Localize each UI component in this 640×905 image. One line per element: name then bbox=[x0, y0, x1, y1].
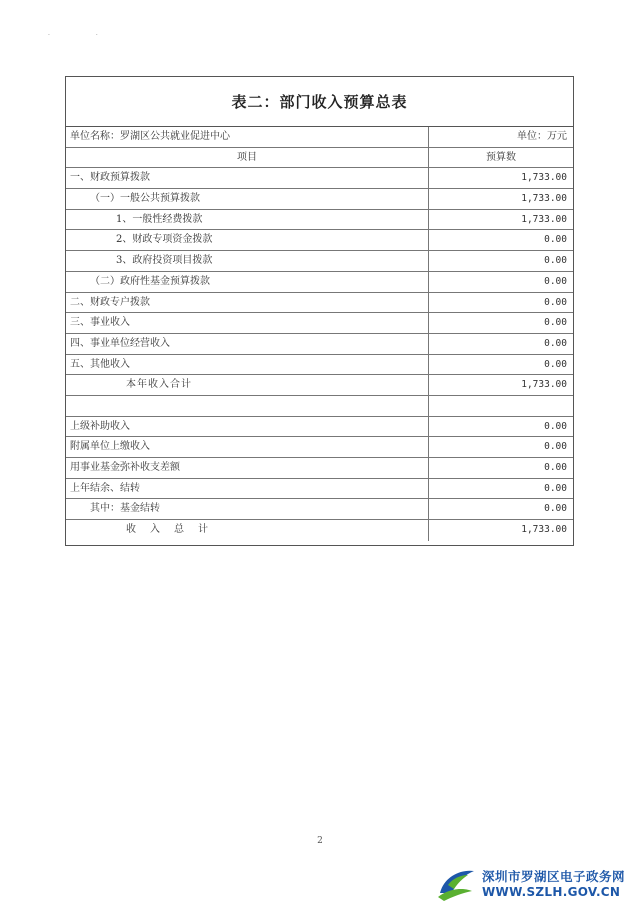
column-header-amount: 预算数 bbox=[486, 151, 516, 163]
table-row bbox=[66, 272, 573, 293]
row-amount: 0.00 bbox=[544, 420, 567, 432]
row-amount: 0.00 bbox=[544, 482, 567, 494]
table-row bbox=[66, 293, 573, 314]
header-row bbox=[66, 148, 573, 169]
table-row bbox=[66, 334, 573, 355]
column-header-item: 项目 bbox=[66, 148, 429, 168]
row-item: 一、财政预算拨款 bbox=[66, 168, 429, 188]
row-amount: 1,733.00 bbox=[521, 379, 567, 391]
table-row bbox=[66, 499, 573, 520]
row-amount: 1,733.00 bbox=[521, 524, 567, 536]
row-item: 收入总计 bbox=[66, 520, 429, 541]
row-amount: 0.00 bbox=[544, 255, 567, 267]
watermark-url: WWW.SZLH.GOV.CN bbox=[482, 884, 621, 899]
table-row bbox=[66, 168, 573, 189]
table-row bbox=[66, 313, 573, 334]
table-row-blank bbox=[66, 396, 573, 417]
income-budget-table bbox=[65, 76, 574, 546]
row-item: （二）政府性基金预算拨款 bbox=[66, 272, 429, 292]
row-amount: 0.00 bbox=[544, 441, 567, 453]
row-item bbox=[66, 396, 429, 416]
row-item: （一）一般公共预算拨款 bbox=[66, 189, 429, 209]
table-row bbox=[66, 355, 573, 376]
unit-row bbox=[66, 127, 573, 148]
row-amount: 0.00 bbox=[544, 296, 567, 308]
table-row bbox=[66, 210, 573, 231]
row-amount: 0.00 bbox=[544, 275, 567, 287]
table-row bbox=[66, 230, 573, 251]
table-row bbox=[66, 458, 573, 479]
row-amount: 1,733.00 bbox=[521, 172, 567, 184]
row-amount: 0.00 bbox=[544, 234, 567, 246]
table-row bbox=[66, 251, 573, 272]
row-amount bbox=[429, 396, 573, 416]
row-item: 2、财政专项资金拨款 bbox=[66, 230, 429, 250]
row-item: 1、一般性经费拨款 bbox=[66, 210, 429, 230]
row-item: 五、其他收入 bbox=[66, 355, 429, 375]
unit-label: 单位：万元 bbox=[517, 131, 567, 142]
row-item: 上年结余、结转 bbox=[66, 479, 429, 499]
unit-name-label: 单位名称：罗湖区公共就业促进中心 bbox=[66, 127, 429, 147]
table-row bbox=[66, 437, 573, 458]
table-title: 表二：部门收入预算总表 bbox=[66, 77, 573, 127]
row-amount: 0.00 bbox=[544, 462, 567, 473]
row-item: 附属单位上缴收入 bbox=[66, 437, 429, 457]
row-item: 用事业基金弥补收支差额 bbox=[66, 458, 429, 478]
szlh-logo-icon bbox=[434, 863, 478, 903]
row-item: 本年收入合计 bbox=[66, 375, 429, 395]
row-amount: 0.00 bbox=[544, 358, 567, 370]
table-row bbox=[66, 417, 573, 438]
watermark-title: 深圳市罗湖区电子政务网 bbox=[482, 868, 626, 884]
row-amount: 1,733.00 bbox=[521, 213, 567, 225]
table-row bbox=[66, 189, 573, 210]
row-amount: 0.00 bbox=[544, 317, 567, 329]
site-watermark bbox=[434, 860, 640, 905]
table-row-grand-total bbox=[66, 520, 573, 541]
row-item: 二、财政专户拨款 bbox=[66, 293, 429, 313]
row-amount: 1,733.00 bbox=[521, 193, 567, 205]
row-item: 三、事业收入 bbox=[66, 313, 429, 333]
scan-marks: . . bbox=[48, 30, 120, 37]
row-item: 四、事业单位经营收入 bbox=[66, 334, 429, 354]
row-amount: 0.00 bbox=[544, 337, 567, 349]
row-item: 其中：基金结转 bbox=[66, 499, 429, 519]
table-row bbox=[66, 479, 573, 500]
row-item: 上级补助收入 bbox=[66, 417, 429, 437]
row-item: 3、政府投资项目拨款 bbox=[66, 251, 429, 271]
row-amount: 0.00 bbox=[544, 503, 567, 515]
table-row-subtotal bbox=[66, 375, 573, 396]
page-number: 2 bbox=[317, 836, 323, 846]
